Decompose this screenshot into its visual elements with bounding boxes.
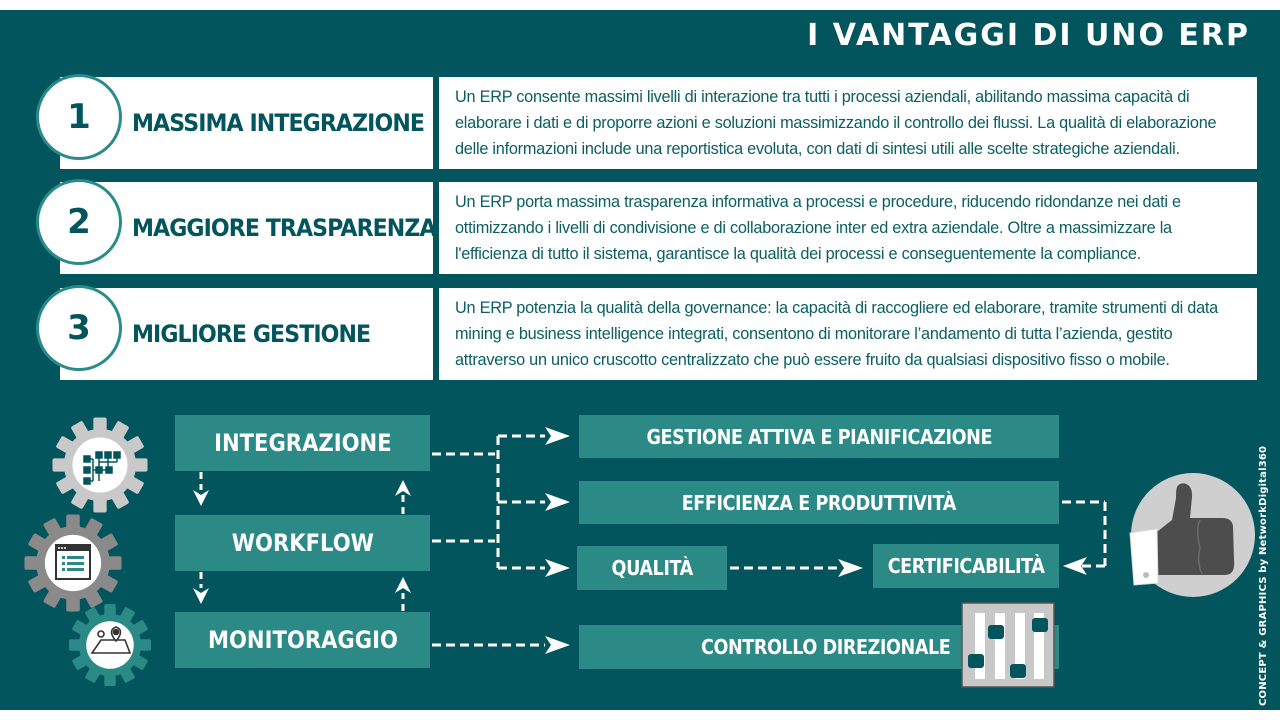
page-title: I VANTAGGI DI UNO ERP (807, 18, 1250, 53)
source-box-integrazione (175, 415, 430, 471)
outcome-box-efficienza (579, 481, 1059, 524)
source-label: MONITORAGGIO (207, 626, 398, 654)
benefit-number-badge: 1 (36, 74, 122, 160)
benefit-label: MIGLIORE GESTIONE (132, 320, 371, 348)
outcome-box-certificabilita (873, 544, 1059, 588)
outcome-label: GESTIONE ATTIVA E PIANIFICAZIONE (646, 424, 992, 449)
benefit-number-badge: 2 (36, 179, 122, 265)
source-box-workflow (175, 515, 430, 571)
source-label: INTEGRAZIONE (213, 429, 392, 457)
benefit-description: Un ERP potenzia la qualità della governance: la capacità di raccogliere ed elaborare, tramite strumenti di data mining e business intelligence integrati, consentono di monitorare l’andamento di tutta l’azienda, gestito attraverso un unico cruscotto centralizzato che può essere fruito da qualsiasi dispositivo fisso o mobile. (439, 288, 1257, 380)
outcome-label: CERTIFICABILITÀ (887, 554, 1045, 578)
benefit-label: MASSIMA INTEGRAZIONE (132, 109, 425, 137)
benefit-description: Un ERP consente massimi livelli di interazione tra tutti i processi aziendali, abilitando massima capacità di elaborare i dati e di proporre azioni e soluzioni massimizzando il controllo dei flussi. La qualità di elaborazione delle informazioni include una reportistica evoluta, con dati di sintesi utili alle scelte strategiche aziendali. (439, 77, 1257, 169)
benefit-row-1 (0, 77, 1280, 169)
outcome-label: QUALITÀ (611, 556, 693, 580)
benefit-row-3 (0, 288, 1280, 380)
outcome-label: CONTROLLO DIREZIONALE (701, 635, 951, 659)
benefit-row-2 (0, 182, 1280, 274)
credit-text: CONCEPT & GRAPHICS by NetworkDigital360 (1258, 445, 1269, 706)
benefit-label: MAGGIORE TRASPARENZA (132, 214, 436, 242)
source-box-monitoraggio (175, 612, 430, 668)
benefit-description: Un ERP porta massima trasparenza informativa a processi e procedure, riducendo ridondanze nei dati e ottimizzando i livelli di condivisione e di collaborazione inter ed extra aziendale. Oltre a massimizzare la l'efficienza di tutto il sistema, garantisce la qualità dei processi e conseguentemente la compliance. (439, 182, 1257, 274)
outcome-box-qualita (577, 546, 727, 590)
outcome-box-controllo (579, 625, 1059, 669)
benefit-number-badge: 3 (36, 285, 122, 371)
outcome-label: EFFICIENZA E PRODUTTIVITÀ (681, 490, 957, 515)
source-label: WORKFLOW (231, 529, 374, 557)
outcome-box-gestione (579, 415, 1059, 458)
